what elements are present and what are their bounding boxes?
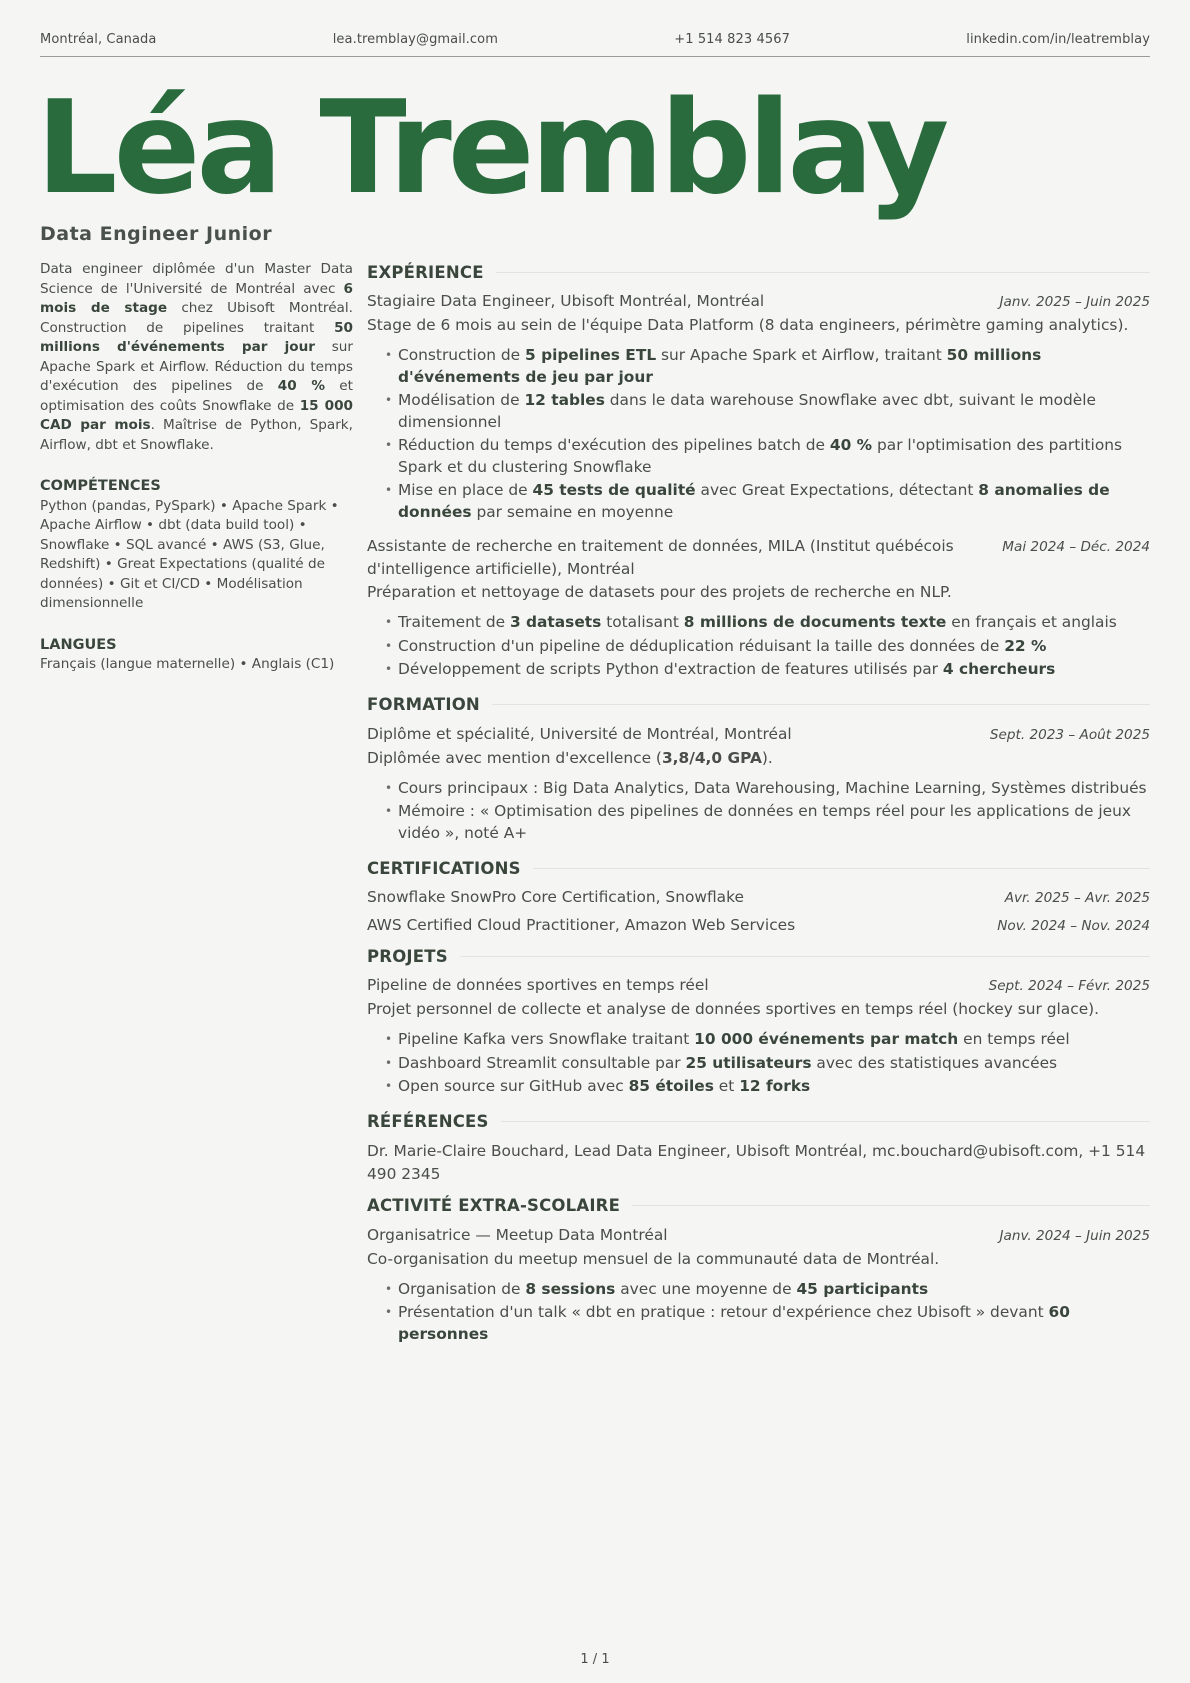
entry-bullets	[367, 1279, 1150, 1346]
entry-title: Diplôme et spécialité, Université de Montréal, Montréal	[367, 724, 792, 743]
bullet-item: • Modélisation de 12 tables dans le data warehouse Snowflake avec dbt, suivant le modèle dimensionnel	[385, 390, 1150, 433]
experience-heading: EXPÉRIENCE	[367, 262, 484, 282]
education-entry	[367, 723, 1150, 845]
certification-entry	[367, 886, 1150, 910]
summary: Data engineer diplômée d'un Master Data Science de l'Université de Montréal avec 6 mois de stage chez Ubisoft Montréal. Construction de pipelines traitant 50 millions d'événements par jour sur Apache Spark et Airflow. Réduction du temps d'exécution des pipelines de 40 % et optimisation des coûts Snowflake de 15 000 CAD par mois. Maîtrise de Python, Spark, Airflow, dbt et Snowflake.	[40, 261, 353, 453]
contact-linkedin[interactable]: linkedin.com/in/leatremblay	[966, 32, 1150, 47]
education-heading: FORMATION	[367, 695, 480, 714]
page-number: 1 / 1	[580, 1652, 610, 1667]
heading-rule	[632, 1205, 1150, 1206]
bullet-item: • Cours principaux : Big Data Analytics, Data Warehousing, Machine Learning, Systèmes distribués	[385, 778, 1150, 800]
section-heading	[367, 1194, 1150, 1218]
bullet-item: • Construction d'un pipeline de déduplication réduisant la taille des données de 22 %	[385, 636, 1150, 658]
extracurricular-heading: ACTIVITÉ EXTRA-SCOLAIRE	[367, 1196, 621, 1215]
experience-entry	[367, 290, 1150, 523]
entry-title: Snowflake SnowPro Core Certification, Snowflake	[367, 888, 744, 906]
bullet-item: • Mémoire : « Optimisation des pipelines de données en temps réel pour les applications de jeux vidéo », noté A+	[385, 801, 1150, 844]
entry-description: Préparation et nettoyage de datasets pour des projets de recherche en NLP.	[367, 583, 952, 601]
entry-date: Janv. 2025 – Juin 2025	[999, 294, 1150, 310]
entry-title: Organisatrice — Meetup Data Montréal	[367, 1225, 668, 1244]
languages-text: Français (langue maternelle) • Anglais (C1)	[40, 656, 335, 672]
heading-rule	[533, 868, 1150, 869]
languages-heading: LANGUES	[40, 636, 117, 653]
references-section	[367, 1110, 1150, 1186]
heading-rule	[501, 1121, 1150, 1122]
bullet-item: • Open source sur GitHub avec 85 étoiles et 12 forks	[385, 1076, 1150, 1098]
entry-date: Nov. 2024 – Nov. 2024	[997, 918, 1150, 934]
certification-entry	[367, 914, 1150, 938]
bullet-item: • Traitement de 3 datasets totalisant 8 millions de documents texte en français et anglais	[385, 612, 1150, 634]
entry-date: Sept. 2024 – Févr. 2025	[988, 978, 1150, 994]
section-heading	[367, 856, 1150, 880]
contact-divider	[40, 56, 1150, 57]
bullet-item: • Construction de 5 pipelines ETL sur Apache Spark et Airflow, traitant 50 millions d'événements de jeu par jour	[385, 345, 1150, 388]
heading-rule	[460, 956, 1150, 957]
entry-title: Stagiaire Data Engineer, Ubisoft Montréal, Montréal	[367, 292, 765, 310]
extracurricular-entry	[367, 1224, 1150, 1346]
section-heading	[367, 693, 1150, 717]
extracurricular-section	[367, 1194, 1150, 1346]
section-heading	[367, 1110, 1150, 1134]
entry-title: AWS Certified Cloud Practitioner, Amazon Web Services	[367, 916, 796, 934]
certifications-section	[367, 856, 1150, 938]
entry-title: Pipeline de données sportives en temps réel	[367, 976, 709, 994]
entry-bullets	[367, 612, 1150, 681]
skills-heading: COMPÉTENCES	[40, 478, 161, 494]
section-heading	[367, 260, 1150, 284]
entry-date: Sept. 2023 – Août 2025	[989, 726, 1150, 743]
project-entry	[367, 974, 1150, 1098]
bullet-item: • Pipeline Kafka vers Snowflake traitant 10 000 événements par match en temps réel	[385, 1029, 1150, 1051]
references-heading: RÉFÉRENCES	[367, 1112, 489, 1131]
contact-email[interactable]: lea.tremblay@gmail.com	[332, 32, 498, 47]
entry-description: Diplômée avec mention d'excellence (3,8/4,0 GPA).	[367, 748, 773, 767]
bullet-item: • Mise en place de 45 tests de qualité avec Great Expectations, détectant 8 anomalies de données par semaine en moyenne	[385, 480, 1150, 523]
entry-description: Co-organisation du meetup mensuel de la communauté data de Montréal.	[367, 1249, 940, 1268]
entry-date: Avr. 2025 – Avr. 2025	[1004, 890, 1150, 906]
heading-rule	[492, 704, 1150, 705]
job-title: Data Engineer Junior	[40, 223, 273, 245]
heading-rule	[496, 272, 1150, 273]
skills-text: Python (pandas, PySpark) • Apache Spark • Apache Airflow • dbt (data build tool) • Snowflake • SQL avancé • AWS (S3, Glue, Redshift) • Great Expectations (qualité de données) • Git et CI/CD • Modélisation dimensionnelle	[40, 497, 339, 611]
entry-bullets	[367, 778, 1150, 845]
projects-heading: PROJETS	[367, 946, 448, 966]
projects-section	[367, 944, 1150, 1098]
bullet-item: • Dashboard Streamlit consultable par 25 utilisateurs avec des statistiques avancées	[385, 1053, 1150, 1075]
left-column	[40, 260, 353, 675]
bullet-item: • Présentation d'un talk « dbt en pratique : retour d'expérience chez Ubisoft » devant 60 personnes	[385, 1302, 1150, 1345]
section-heading	[367, 944, 1150, 968]
entry-title: Assistante de recherche en traitement de données, MILA (Institut québécois d'intelligence artificielle), Montréal	[367, 537, 954, 578]
bullet-item: • Développement de scripts Python d'extraction de features utilisés par 4 chercheurs	[385, 659, 1150, 681]
certifications-heading: CERTIFICATIONS	[367, 858, 521, 878]
experience-section	[367, 260, 1150, 681]
bullet-item: • Réduction du temps d'exécution des pipelines batch de 40 % par l'optimisation des partitions Spark et du clustering Snowflake	[385, 435, 1150, 478]
right-column	[367, 260, 1150, 1357]
entry-description: Projet personnel de collecte et analyse de données sportives en temps réel (hockey sur glace).	[367, 1000, 1100, 1018]
experience-entry	[367, 535, 1150, 681]
candidate-name: Léa Tremblay	[36, 74, 946, 223]
entry-date: Janv. 2024 – Juin 2025	[999, 1227, 1150, 1244]
entry-description: Stage de 6 mois au sein de l'équipe Data Platform (8 data engineers, périmètre gaming analytics).	[367, 316, 1129, 334]
bullet-item: • Organisation de 8 sessions avec une moyenne de 45 participants	[385, 1279, 1150, 1301]
entry-bullets	[367, 345, 1150, 523]
entry-date: Mai 2024 – Déc. 2024	[1002, 539, 1150, 555]
education-section	[367, 693, 1150, 845]
resume-page	[36, 0, 1150, 1683]
contact-location: Montréal, Canada	[40, 32, 157, 47]
entry-bullets	[367, 1029, 1150, 1098]
contact-bar	[40, 32, 1150, 47]
contact-phone[interactable]: +1 514 823 4567	[674, 32, 790, 47]
reference-text: Dr. Marie-Claire Bouchard, Lead Data Engineer, Ubisoft Montréal, mc.bouchard@ubisoft.com, +1 514 490 2345	[367, 1141, 1146, 1183]
